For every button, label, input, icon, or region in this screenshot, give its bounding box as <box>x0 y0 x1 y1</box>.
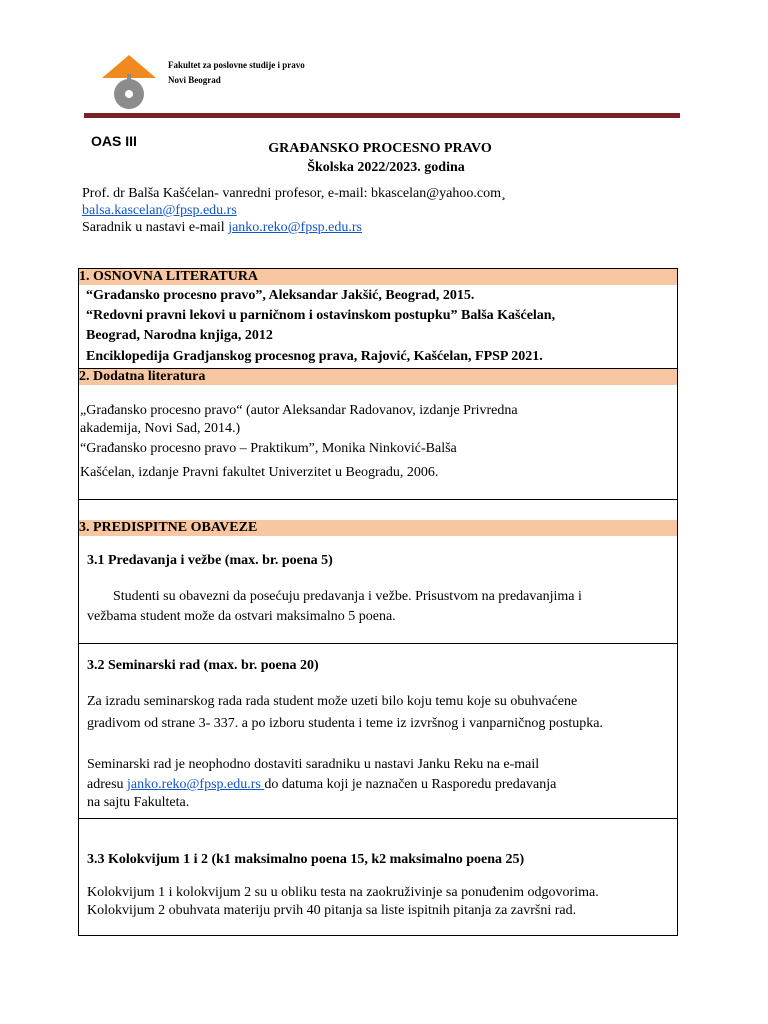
additional-literature-line: akademija, Novi Sad, 2014.) <box>80 421 241 436</box>
additional-literature-line: „Građansko procesno pravo“ (autor Aleksandar Radovanov, izdanje Privredna <box>80 403 518 418</box>
seminar-address-prefix: adresu <box>87 777 128 792</box>
institution-city: Novi Beograd <box>168 75 221 85</box>
additional-literature-line: Kašćelan, izdanje Pravni fakultet Univerzitet u Beogradu, 2006. <box>80 465 439 480</box>
assistant-label: Saradnik u nastavi e-mail <box>82 220 229 235</box>
seminar-submission-line <box>87 777 556 793</box>
seminar-text: gradivom od strane 3- 337. a po izboru studenta i teme iz izvršnog i vanparničnog postupka. <box>87 716 603 731</box>
pre-exam-heading: 3. PREDISPITNE OBAVEZE <box>79 520 677 536</box>
lectures-text: vežbama student može da ostvari maksimalno 5 poena. <box>87 609 396 624</box>
additional-literature-heading: 2. Dodatna literatura <box>79 369 677 385</box>
seminar-email-link[interactable]: janko.reko@fpsp.edu.rs <box>127 777 265 792</box>
seminar-text: na sajtu Fakulteta. <box>87 795 190 810</box>
basic-literature-heading: 1. OSNOVNA LITERATURA <box>79 269 677 285</box>
header-rule <box>84 113 680 118</box>
professor-contact: Prof. dr Balša Kašćelan- vanredni profesor, e-mail: bkascelan@yahoo.com¸ <box>82 186 506 201</box>
subsection-divider <box>79 818 677 819</box>
literature-item: Enciklopedija Gradjanskog procesnog prava, Rajović, Kašćelan, FPSP 2021. <box>86 349 543 364</box>
basic-literature-section <box>78 268 678 372</box>
literature-item: “Redovni pravni lekovi u parničnom i ostavinskom postupku” Balša Kašćelan, <box>86 308 556 323</box>
lectures-subheading: 3.1 Predavanja i vežbe (max. br. poena 5) <box>87 553 333 568</box>
literature-item: “Građansko procesno pravo”, Aleksandar Jakšić, Beograd, 2015. <box>86 288 475 303</box>
professor-email-link[interactable]: balsa.kascelan@fpsp.edu.rs <box>82 203 237 218</box>
faculty-logo <box>98 52 160 112</box>
pre-exam-obligations-section <box>78 499 678 936</box>
assistant-contact <box>82 220 362 236</box>
school-year: Školska 2022/2023. godina <box>307 160 465 175</box>
assistant-email-link[interactable]: janko.reko@fpsp.edu.rs <box>228 220 362 235</box>
colloquium-subheading: 3.3 Kolokvijum 1 i 2 (k1 maksimalno poena 15, k2 maksimalno poena 25) <box>87 852 525 867</box>
additional-literature-line: “Građansko procesno pravo – Praktikum”, Monika Ninković-Balša <box>80 441 457 456</box>
seminar-subheading: 3.2 Seminarski rad (max. br. poena 20) <box>87 658 319 673</box>
subsection-divider <box>79 643 677 644</box>
course-code: OAS III <box>91 133 137 149</box>
institution-name: Fakultet za poslovne studije i pravo <box>168 60 305 70</box>
literature-item: Beograd, Narodna knjiga, 2012 <box>86 328 273 343</box>
colloquium-text: Kolokvijum 2 obuhvata materiju prvih 40 pitanja sa liste ispitnih pitanja za završni rad. <box>87 903 577 918</box>
course-title: GRAĐANSKO PROCESNO PRAVO <box>268 141 492 156</box>
seminar-text: Za izradu seminarskog rada rada student može uzeti bilo koju temu koje su obuhvaćene <box>87 694 578 709</box>
additional-literature-section <box>78 369 678 500</box>
seminar-text: Seminarski rad je neophodno dostaviti saradniku u nastavi Janku Reku na e-mail <box>87 757 540 772</box>
colloquium-text: Kolokvijum 1 i kolokvijum 2 su u obliku testa na zaokruživinje sa ponuđenim odgovorima. <box>87 885 599 900</box>
lectures-text: Studenti su obavezni da posećuju predavanja i vežbe. Prisustvom na predavanjima i <box>113 589 582 604</box>
seminar-address-suffix: do datuma koji je naznačen u Rasporedu predavanja <box>264 777 557 792</box>
